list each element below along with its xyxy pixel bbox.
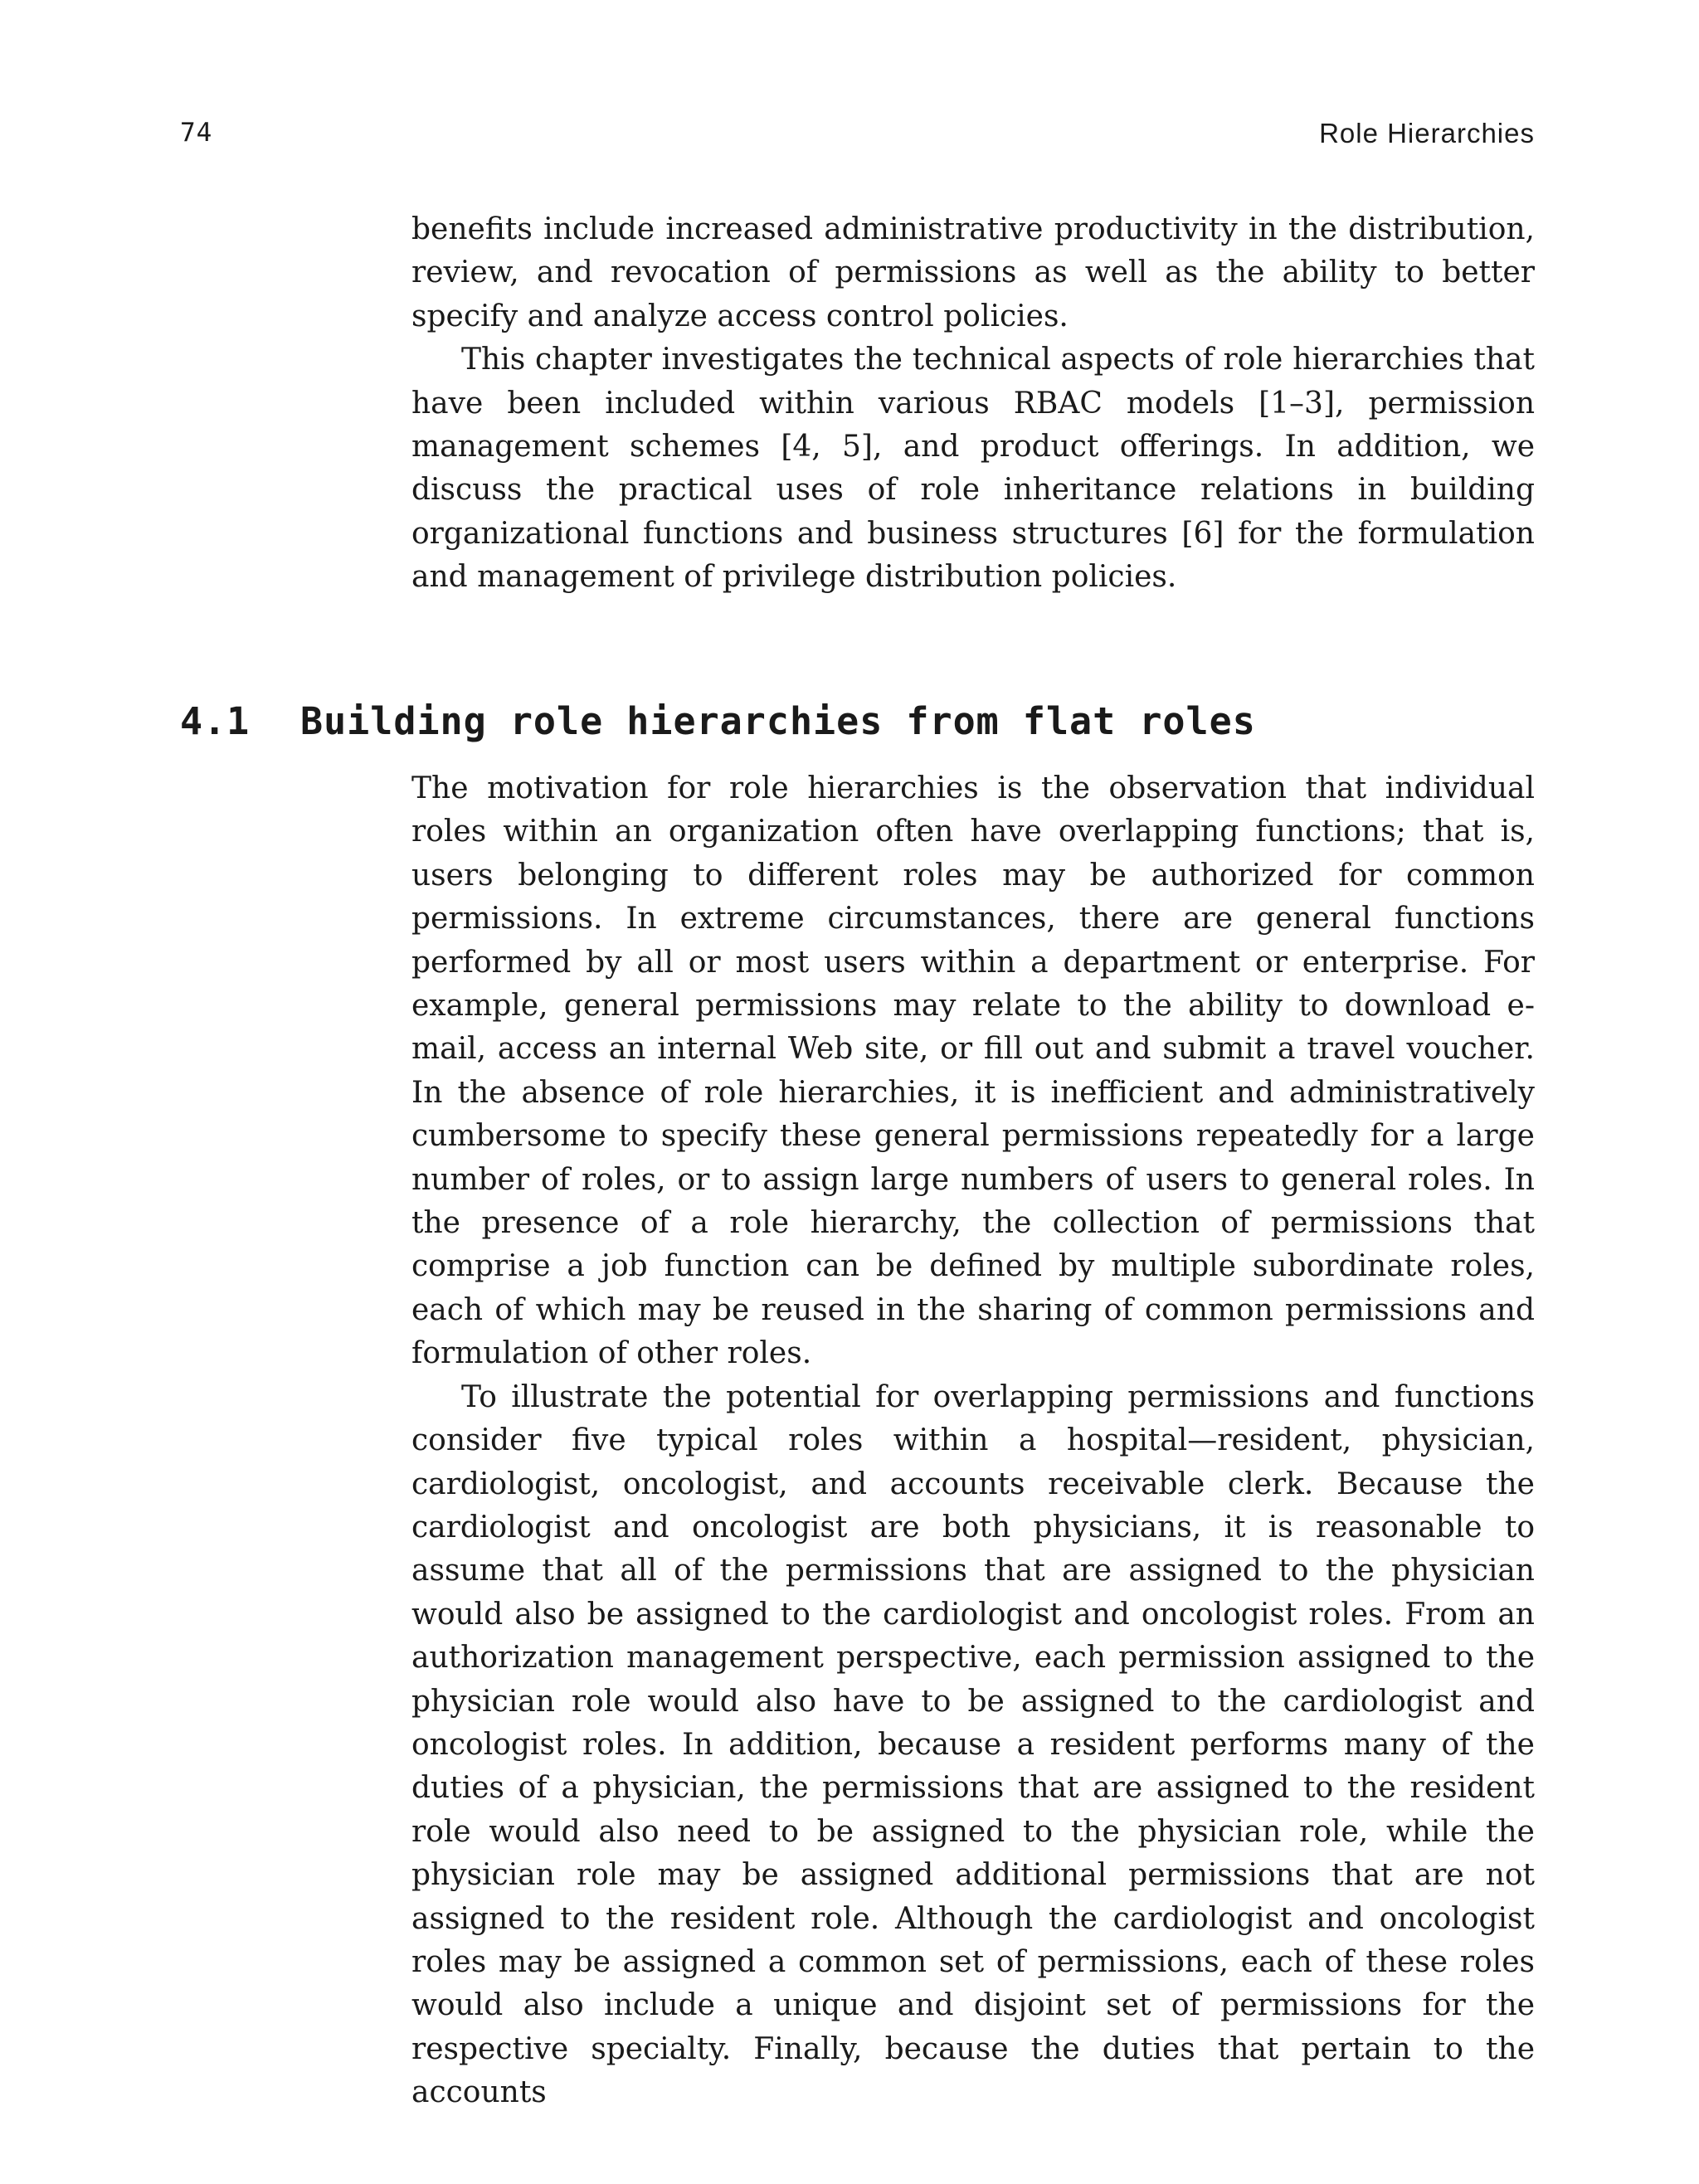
paragraph: To illustrate the potential for overlapping permissions and functions consider five typical roles within a hospital—resident, physician, cardiologist, oncologist, and accounts receivable clerk. Because the cardiologist and oncologist are both physicians, it is reasonable to assume that all of the permissions that are assigned to the physician would also be assigned to the cardiologist and oncologist roles. From an authorization management perspective, each permission assigned to the physician role would also have to be assigned to the cardiologist and oncologist roles. In addition, because a resident performs many of the duties of a physician, the permissions that are assigned to the resident role would also need to be assigned to the physician role, while the physician role may be assigned additional permissions that are not assigned to the resident role. Although the cardiologist and oncologist roles may be assigned a common set of permissions, each of these roles would also include a unique and disjoint set of permissions for the respective specialty. Finally, because the duties that pertain to the accounts <box>411 1379 1535 2110</box>
chapter-title: Role Hierarchies <box>1319 118 1535 148</box>
section-text <box>411 767 1535 2115</box>
section-heading <box>180 699 1535 749</box>
paragraph: The motivation for role hierarchies is the observation that individual roles within an organization often have overlapping functions; that is, users belonging to different roles may be authorized for common permissions. In extreme circumstances, there are general functions performed by all or most users within a department or enterprise. For example, general permissions may relate to the ability to download e-mail, access an internal Web site, or fill out and submit a travel voucher. In the absence of role hierarchies, it is inefficient and administratively cumbersome to specify these general permissions repeatedly for a large number of roles, or to assign large numbers of users to general roles. In the presence of a role hierarchy, the collection of permissions that comprise a job function can be defined by multiple subordinate roles, each of which may be reused in the sharing of common permissions and formulation of other roles. <box>411 771 1535 1371</box>
section-number: 4.1 <box>180 699 251 743</box>
paragraph: benefits include increased administrative productivity in the distribution, review, and revocation of permissions as well as the ability to better specify and analyze access control policies. <box>411 212 1535 333</box>
running-head <box>180 118 1535 154</box>
page-number: 74 <box>180 118 213 148</box>
intro-text <box>411 208 1535 600</box>
section-title: Building role hierarchies from flat roles <box>300 699 1256 743</box>
paragraph: This chapter investigates the technical aspects of role hierarchies that have been included within various RBAC models [1–3], permission management schemes [4, 5], and product offerings. In addition, we discuss the practical uses of role inheritance relations in building organizational functions and business structures [6] for the formulation and management of privilege distribution policies. <box>411 343 1535 595</box>
